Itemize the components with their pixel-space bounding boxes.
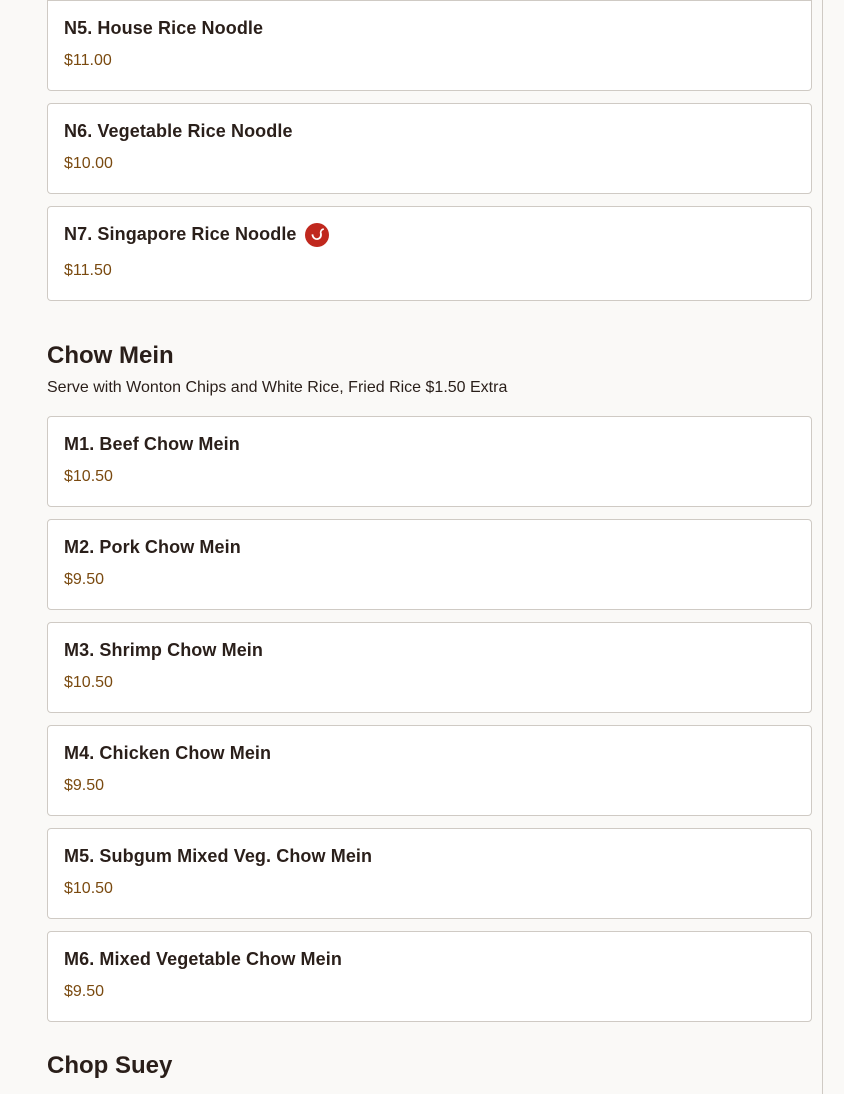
menu-item-name: M1. Beef Chow Mein xyxy=(64,433,240,454)
menu-item-card[interactable] xyxy=(47,519,812,610)
section-title: Chop Suey xyxy=(47,1052,173,1079)
menu-item-price: $10.50 xyxy=(64,674,113,691)
menu-item-card[interactable] xyxy=(47,725,812,816)
spicy-pepper-icon xyxy=(305,223,329,247)
menu-item-price: $9.50 xyxy=(64,571,105,588)
menu-item-price: $10.50 xyxy=(64,880,113,897)
menu-item-card[interactable] xyxy=(47,622,812,713)
menu-content xyxy=(47,0,812,1081)
scroll-divider xyxy=(822,0,823,1094)
menu-item-card[interactable] xyxy=(47,0,812,91)
chop-suey-section xyxy=(47,1051,812,1081)
menu-item-price: $11.50 xyxy=(64,262,112,279)
menu-item-price: $9.50 xyxy=(64,777,105,794)
menu-item-card[interactable] xyxy=(47,828,812,919)
menu-item-name: M2. Pork Chow Mein xyxy=(64,536,241,557)
menu-item-name: N7. Singapore Rice Noodle xyxy=(64,223,297,244)
menu-item-name: M3. Shrimp Chow Mein xyxy=(64,639,264,660)
menu-item-price: $10.00 xyxy=(64,155,113,172)
section-description: Serve with Wonton Chips and White Rice, Fried Rice $1.50 Extra xyxy=(47,379,508,396)
menu-item-name: N6. Vegetable Rice Noodle xyxy=(64,120,293,141)
rice-noodle-list xyxy=(47,0,812,301)
menu-item-name: M6. Mixed Vegetable Chow Mein xyxy=(64,948,342,969)
chow-mein-section xyxy=(47,341,812,1022)
menu-item-name: M4. Chicken Chow Mein xyxy=(64,742,272,763)
menu-item-card[interactable] xyxy=(47,416,812,507)
menu-item-name: M5. Subgum Mixed Veg. Chow Mein xyxy=(64,845,373,866)
menu-item-name: N5. House Rice Noodle xyxy=(64,17,264,38)
menu-item-price: $10.50 xyxy=(64,468,113,485)
section-title: Chow Mein xyxy=(47,342,174,369)
menu-item-price: $9.50 xyxy=(64,983,105,1000)
menu-item-card[interactable] xyxy=(47,931,812,1022)
chow-mein-list xyxy=(47,416,812,1022)
menu-item-card[interactable] xyxy=(47,103,812,194)
menu-item-card[interactable] xyxy=(47,206,812,301)
menu-item-price: $11.00 xyxy=(64,52,112,69)
